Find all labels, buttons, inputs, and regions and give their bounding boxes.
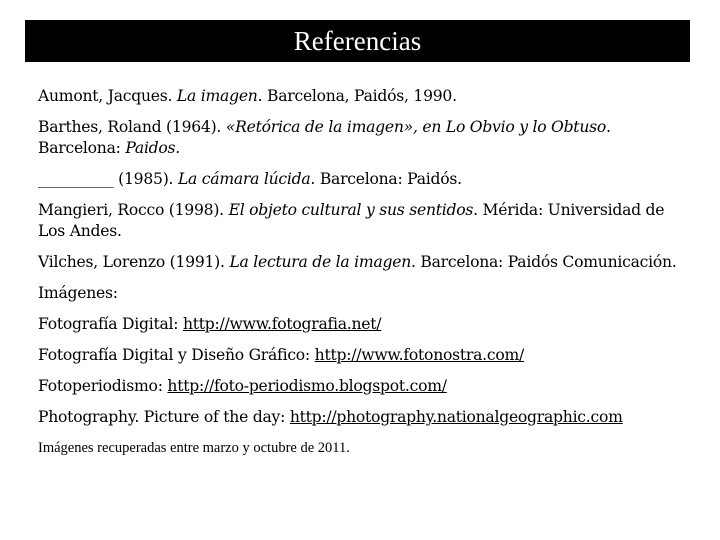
reference-mangieri xyxy=(38,200,678,242)
reference-barthes xyxy=(38,117,678,159)
link-label: Fotoperiodismo: xyxy=(38,377,168,395)
reference-author: Vilches, Lorenzo (1991). xyxy=(38,253,230,271)
reference-publisher: . Barcelona, Paidós, 1990. xyxy=(257,87,457,105)
link-fotonostra[interactable]: http://www.fotonostra.com/ xyxy=(314,346,525,364)
link-item-natgeo xyxy=(38,407,678,428)
reference-publisher: . Mérida: Universidad de Los Andes. xyxy=(38,201,665,240)
link-fotografia[interactable]: http://www.fotografia.net/ xyxy=(182,315,382,333)
reference-author: Mangieri, Rocco (1998). xyxy=(38,201,229,219)
reference-title: «Retórica de la imagen», en Lo Obvio y lo Obtuso xyxy=(225,118,607,136)
reference-author: Barthes, Roland (1964). xyxy=(38,118,226,136)
page-title: Referencias xyxy=(293,25,422,56)
reference-barthes-1985 xyxy=(38,169,678,190)
reference-publisher: . Barcelona: Paidós. xyxy=(310,170,462,188)
reference-title: La cámara lúcida xyxy=(177,170,311,188)
reference-vilches xyxy=(38,252,678,273)
reference-title: La lectura de la imagen xyxy=(229,253,411,271)
reference-publisher: . Barcelona: Paidós Comunicación. xyxy=(411,253,677,271)
link-label: Fotografía Digital y Diseño Gráfico: xyxy=(38,346,315,364)
link-item-fotoperiodismo xyxy=(38,376,678,397)
footnote: Imágenes recuperadas entre marzo y octubre de 2011. xyxy=(38,440,350,456)
reference-blank-author: __________ xyxy=(38,170,114,188)
references-list xyxy=(38,86,678,469)
reference-publisher-italic: Paidos. xyxy=(125,139,181,157)
reference-author: Aumont, Jacques. xyxy=(38,87,177,105)
link-fotoperiodismo[interactable]: http://foto-periodismo.blogspot.com/ xyxy=(167,377,447,395)
reference-year: (1985). xyxy=(113,170,178,188)
reference-title: La imagen xyxy=(176,87,258,105)
reference-publisher: . Barcelona: xyxy=(38,118,611,157)
link-item-fotonostra xyxy=(38,345,678,366)
reference-aumont xyxy=(38,86,678,107)
title-bar xyxy=(25,20,690,62)
link-natgeo[interactable]: http://photography.nationalgeographic.com xyxy=(289,408,623,426)
link-item-fotografia xyxy=(38,314,678,335)
reference-title: El objeto cultural y sus sentidos xyxy=(228,201,474,219)
link-label: Fotografía Digital: xyxy=(38,315,183,333)
images-heading: Imágenes: xyxy=(38,284,118,302)
link-label: Photography. Picture of the day: xyxy=(38,408,290,426)
